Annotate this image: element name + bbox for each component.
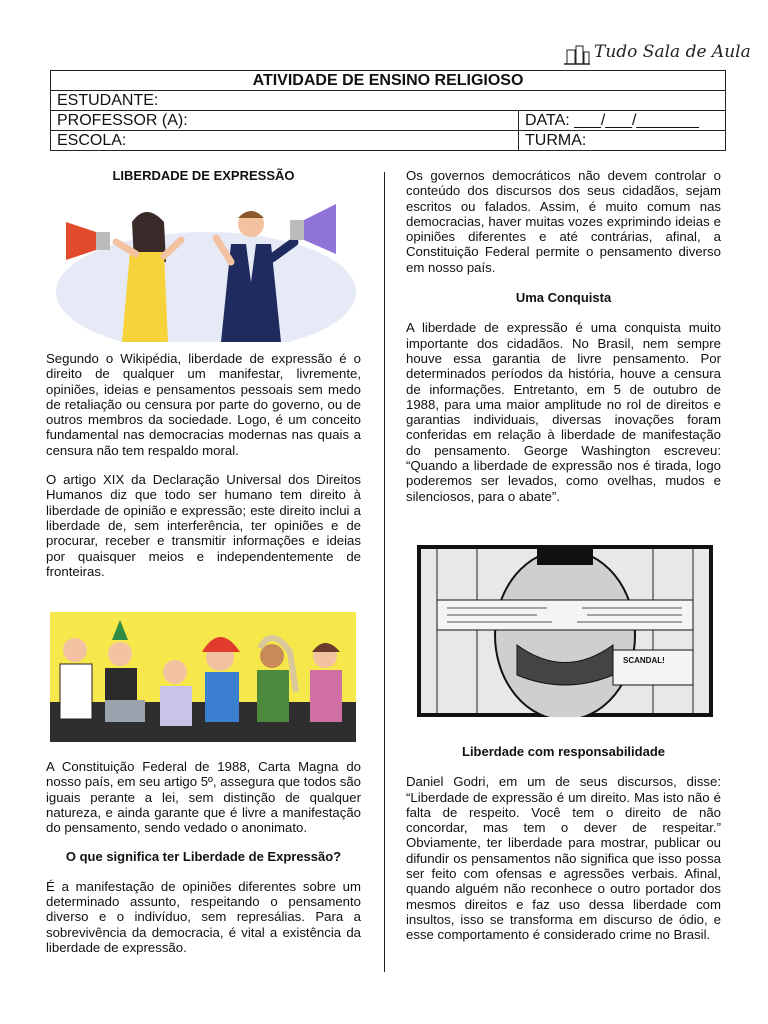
- student-field[interactable]: ESTUDANTE:: [51, 91, 726, 111]
- censored-man-newspaper-icon: [417, 545, 713, 717]
- paragraph-meaning: É a manifestação de opiniões diferentes sobre um determinado assunto, respeitando o pensamento diverso e o indivíduo, sem represálias. Para a sobrevivência da democracia, é vital a existência da liberdade de expressão.: [46, 878, 361, 955]
- page-title: ATIVIDADE DE ENSINO RELIGIOSO: [51, 71, 726, 91]
- paragraph-governments: Os governos democráticos não devem controlar o conteúdo dos discursos dos seus cidadãos, sejam escritos ou falados. Assim, é muito comum nas democracias, haver muitas vozes exprimindo ideias e opiniões diferentes e até contrárias, afinal, a Constituição Federal permite o pensamento diverso em nosso país.: [406, 168, 721, 275]
- school-field[interactable]: ESCOLA:: [51, 131, 519, 151]
- teacher-field[interactable]: PROFESSOR (A):: [51, 111, 519, 131]
- two-people-megaphones-icon: [46, 192, 361, 342]
- section-heading-responsibility: Liberdade com responsabilidade: [462, 744, 665, 759]
- paragraph-article-xix: O artigo XIX da Declaração Universal dos Direitos Humanos diz que todo ser humano tem direito à liberdade de opinião e expressão; este direito inclui a liberdade de, sem interferência, ter opiniões e de procurar, receber e transmitir informações e ideias por quaisquer meios e independentemente de fronteiras.: [46, 472, 361, 579]
- date-field[interactable]: DATA: ___/___/_______: [519, 111, 726, 131]
- left-title-block: [46, 168, 361, 183]
- header-table: [50, 70, 726, 151]
- books-icon: [562, 40, 592, 68]
- diverse-group-devices-icon: [50, 612, 356, 742]
- column-divider: [384, 172, 385, 972]
- class-field[interactable]: TURMA:: [519, 131, 726, 151]
- right-column-body-1: [406, 168, 721, 504]
- right-column-body-2: [406, 744, 721, 943]
- paragraph-responsibility: Daniel Godri, em um de seus discursos, disse: “Liberdade de expressão é um direito. Mas isto não é falta de respeito. Você tem o direito de não concordar, mas tem o dever de respeitar.” Obviamente, ter liberdade para mostrar, publicar ou difundir os pensamentos não significa que isso possa ser feito com ofensas e agressões verbais. Afinal, quando alguém não reconhece o outro portador dos mesmos direitos e faz uso dessa liberdade com insultos, isso se transforma em discurso de ódio, e esse comportamento é considerado crime no Brasil.: [406, 774, 721, 943]
- section-heading-meaning: O que significa ter Liberdade de Expressão?: [65, 849, 342, 865]
- newspaper-headline: SCANDAL!: [623, 656, 665, 665]
- section-heading-conquest: Uma Conquista: [515, 290, 612, 306]
- paragraph-constitution: A Constituição Federal de 1988, Carta Magna do nosso país, em seu artigo 5º, assegura que todos são iguais perante a lei, sem distinção de qualquer natureza, e ainda garante que é livre a manifestação do pensamento, sendo vedado o anonimato.: [46, 759, 361, 836]
- brand-logo-text: Tudo Sala de Aula: [594, 42, 751, 62]
- paragraph-conquest: A liberdade de expressão é uma conquista muito importante dos cidadãos. No Brasil, nem sempre houve essa garantia de livre pensamento. Por determinados períodos da história, houve a censura de informações. Entretanto, em 5 de outubro de 1988, para uma maior amplitude no rol de direitos e garantias individuais, diversas inovações foram conferidas em relação à liberdade de manifestação do pensamento. George Washington escreveu: “Quando a liberdade de expressão nos é tirada, logo poderemos ser levados, como ovelhas, mudos e silenciosos, para o abate”.: [406, 320, 721, 504]
- left-column-body-1: [46, 351, 361, 579]
- paragraph-wikipedia: Segundo o Wikipédia, liberdade de expressão é o direito de qualquer um manifestar, livremente, opiniões, ideias e pensamentos pessoais sem medo de retaliação ou censura por parte do governo, ou de outros membros da sociedade. Logo, é um conceito fundamental nas democracias modernas nas quais a censura não tem respaldo moral.: [46, 351, 361, 458]
- left-column-body-2: [46, 759, 361, 955]
- brand-logo: [562, 40, 751, 72]
- section-title-freedom: LIBERDADE DE EXPRESSÃO: [112, 168, 295, 183]
